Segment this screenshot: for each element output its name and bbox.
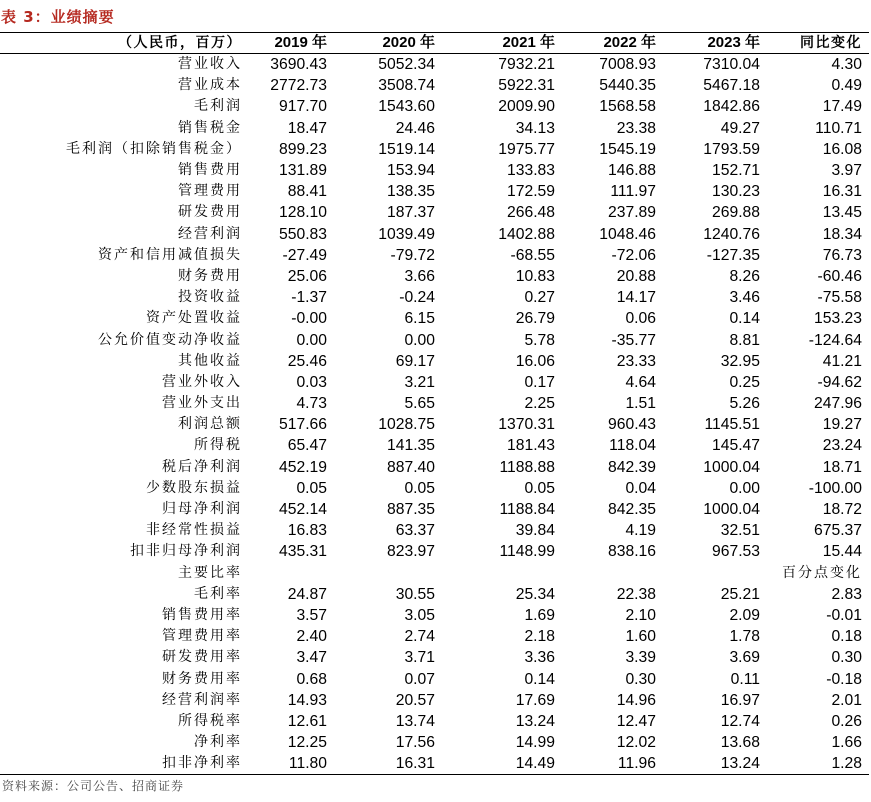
- value-cell: 1.69: [524, 606, 555, 624]
- value-cell: 4.19: [625, 522, 656, 540]
- change-cell: 247.96: [814, 395, 862, 413]
- financial-summary-table: [0, 32, 869, 775]
- value-cell: 823.97: [387, 543, 435, 561]
- empty-cell: [558, 563, 660, 584]
- value-cell: 5052.34: [378, 56, 435, 74]
- value-cell: 12.74: [720, 712, 760, 730]
- value-cell: 131.89: [279, 162, 327, 180]
- table-title: 表 3：业绩摘要: [1, 8, 115, 26]
- table-row: [0, 329, 869, 350]
- value-cell: 1519.14: [378, 140, 435, 158]
- ratio-row: [0, 732, 869, 753]
- table-row: [0, 181, 869, 202]
- value-cell: 8.26: [729, 267, 760, 285]
- value-cell: 118.04: [609, 437, 656, 455]
- row-label: 营业成本: [178, 77, 242, 94]
- value-cell: 4.64: [625, 373, 656, 391]
- row-label: 营业收入: [178, 56, 242, 73]
- value-cell: 25.21: [720, 585, 760, 603]
- value-cell: 0.27: [524, 289, 555, 307]
- value-cell: 887.35: [387, 501, 435, 519]
- value-cell: 25.06: [287, 267, 327, 285]
- table-row: [0, 75, 869, 96]
- value-cell: 32.95: [720, 352, 760, 370]
- value-cell: 24.87: [287, 585, 327, 603]
- value-cell: -72.06: [611, 246, 656, 264]
- value-cell: 10.83: [515, 267, 555, 285]
- value-cell: 30.55: [395, 585, 435, 603]
- change-cell: -100.00: [808, 479, 862, 497]
- value-cell: 237.89: [608, 204, 656, 222]
- value-cell: 0.06: [625, 310, 656, 328]
- change-cell: 16.31: [822, 183, 862, 201]
- ratio-row: [0, 584, 869, 605]
- row-label: 扣非归母净利润: [130, 543, 242, 560]
- ratio-row: [0, 690, 869, 711]
- value-cell: 2.10: [625, 606, 656, 624]
- value-cell: 16.06: [515, 352, 555, 370]
- change-cell: 0.26: [831, 712, 862, 730]
- value-cell: 917.70: [279, 98, 327, 116]
- value-cell: 5.26: [729, 395, 760, 413]
- change-cell: 153.23: [814, 310, 862, 328]
- year-header: 2019 年: [245, 33, 330, 54]
- value-cell: 1039.49: [378, 225, 435, 243]
- value-cell: 452.14: [279, 501, 327, 519]
- value-cell: 1240.76: [703, 225, 760, 243]
- change-cell: 19.27: [822, 416, 862, 434]
- change-cell: 3.97: [831, 162, 862, 180]
- value-cell: 1000.04: [703, 458, 760, 476]
- row-label: 净利率: [194, 734, 242, 751]
- value-cell: 13.24: [660, 753, 763, 775]
- value-cell: 25.34: [515, 585, 555, 603]
- value-cell: 16.97: [720, 691, 760, 709]
- ratio-change-header: 百分点变化: [782, 564, 862, 581]
- value-cell: 13.68: [720, 734, 760, 752]
- table-row: [0, 457, 869, 478]
- value-cell: 0.14: [524, 670, 555, 688]
- value-cell: 11.96: [558, 753, 660, 775]
- value-cell: -0.24: [399, 289, 435, 307]
- change-cell: 17.49: [822, 98, 862, 116]
- table-row: [0, 414, 869, 435]
- value-cell: 5.65: [404, 395, 435, 413]
- value-cell: 146.88: [608, 162, 656, 180]
- value-cell: 3.47: [296, 649, 327, 667]
- change-cell: -60.46: [817, 267, 862, 285]
- value-cell: 269.88: [712, 204, 760, 222]
- value-cell: 14.49: [438, 753, 558, 775]
- value-cell: 2.74: [404, 628, 435, 646]
- value-cell: 3.46: [729, 289, 760, 307]
- change-cell: 18.72: [822, 501, 862, 519]
- row-label: 销售费用: [178, 162, 242, 179]
- value-cell: 0.00: [729, 479, 760, 497]
- value-cell: -127.35: [706, 246, 760, 264]
- change-cell: 16.08: [822, 140, 862, 158]
- value-cell: 14.96: [616, 691, 656, 709]
- row-label: 财务费用率: [162, 670, 242, 687]
- ratio-row: [0, 647, 869, 668]
- value-cell: 69.17: [395, 352, 435, 370]
- value-cell: -35.77: [611, 331, 656, 349]
- value-cell: 452.19: [279, 458, 327, 476]
- value-cell: 17.56: [395, 734, 435, 752]
- ratio-section-label: 主要比率: [178, 564, 242, 581]
- value-cell: 24.46: [395, 119, 435, 137]
- row-label: 公允价值变动净收益: [98, 331, 242, 348]
- value-cell: 145.47: [712, 437, 760, 455]
- value-cell: 1543.60: [378, 98, 435, 116]
- row-label: 毛利润: [194, 98, 242, 115]
- value-cell: 3.71: [404, 649, 435, 667]
- value-cell: 16.83: [287, 522, 327, 540]
- value-cell: 153.94: [387, 162, 435, 180]
- value-cell: 63.37: [395, 522, 435, 540]
- value-cell: 3.39: [625, 649, 656, 667]
- value-cell: 3.66: [404, 267, 435, 285]
- value-cell: 1145.51: [704, 416, 760, 434]
- value-cell: 0.00: [296, 331, 327, 349]
- change-cell: 15.44: [822, 543, 862, 561]
- change-cell: 110.71: [815, 119, 862, 137]
- change-cell: 2.01: [831, 691, 862, 709]
- value-cell: 3.05: [404, 606, 435, 624]
- change-cell: 675.37: [814, 522, 862, 540]
- table-row: [0, 287, 869, 308]
- table-row: [0, 308, 869, 329]
- value-cell: 3.57: [296, 606, 327, 624]
- value-cell: 4.73: [296, 395, 327, 413]
- year-header: 2021 年: [438, 33, 558, 54]
- table-row: [0, 224, 869, 245]
- value-cell: 7008.93: [599, 56, 656, 74]
- change-header: 同比变化: [763, 33, 869, 54]
- table-row: [0, 520, 869, 541]
- table-body: [0, 54, 869, 775]
- ratio-row: [0, 711, 869, 732]
- value-cell: 2.09: [729, 606, 760, 624]
- ratio-row: [0, 753, 869, 775]
- value-cell: 0.05: [404, 479, 435, 497]
- value-cell: 187.37: [387, 204, 435, 222]
- value-cell: 152.71: [712, 162, 760, 180]
- row-label: 管理费用: [178, 183, 242, 200]
- table-row: [0, 435, 869, 456]
- value-cell: 12.25: [287, 734, 327, 752]
- change-cell: 2.83: [831, 585, 862, 603]
- row-label: 销售税金: [178, 119, 242, 136]
- empty-cell: [330, 563, 438, 584]
- value-cell: 181.43: [507, 437, 555, 455]
- row-label: 利润总额: [178, 416, 242, 433]
- row-label: 财务费用: [178, 267, 242, 284]
- value-cell: 1370.31: [498, 416, 555, 434]
- value-cell: 65.47: [287, 437, 327, 455]
- value-cell: 1.78: [729, 628, 760, 646]
- value-cell: 960.43: [608, 416, 656, 434]
- change-cell: 23.24: [822, 437, 862, 455]
- value-cell: 842.39: [608, 458, 656, 476]
- change-cell: 0.18: [831, 628, 862, 646]
- value-cell: 22.38: [616, 585, 656, 603]
- table-row: [0, 96, 869, 117]
- value-cell: 39.84: [515, 522, 555, 540]
- value-cell: 138.35: [387, 183, 435, 201]
- change-cell: -94.62: [817, 373, 862, 391]
- value-cell: 6.15: [404, 310, 435, 328]
- value-cell: 2009.90: [498, 98, 555, 116]
- ratio-row: [0, 605, 869, 626]
- row-label: 归母净利润: [162, 501, 242, 518]
- row-label: 营业外支出: [162, 395, 242, 412]
- value-cell: -79.72: [390, 246, 435, 264]
- table-row: [0, 266, 869, 287]
- row-label: 所得税: [194, 437, 242, 454]
- table-row: [0, 160, 869, 181]
- value-cell: 0.05: [524, 479, 555, 497]
- change-cell: 18.71: [822, 458, 862, 476]
- value-cell: 3.36: [524, 649, 555, 667]
- value-cell: 1000.04: [703, 501, 760, 519]
- empty-cell: [245, 563, 330, 584]
- header-row: [0, 33, 869, 54]
- value-cell: 128.10: [279, 204, 327, 222]
- value-cell: 1975.77: [498, 140, 555, 158]
- value-cell: 842.35: [608, 501, 656, 519]
- value-cell: 0.03: [296, 373, 327, 391]
- value-cell: 0.68: [296, 670, 327, 688]
- value-cell: 14.93: [287, 691, 327, 709]
- value-cell: 172.59: [507, 183, 555, 201]
- empty-cell: [660, 563, 763, 584]
- value-cell: -1.37: [291, 289, 327, 307]
- value-cell: 17.69: [515, 691, 555, 709]
- value-cell: 2772.73: [270, 77, 327, 95]
- value-cell: 2.25: [524, 395, 555, 413]
- change-cell: 1.28: [763, 753, 869, 775]
- value-cell: 1148.99: [499, 543, 555, 561]
- change-cell: 0.49: [831, 77, 862, 95]
- row-label: 所得税率: [178, 712, 242, 729]
- value-cell: 0.17: [524, 373, 555, 391]
- value-cell: 23.38: [616, 119, 656, 137]
- value-cell: 3.69: [729, 649, 760, 667]
- value-cell: 266.48: [507, 204, 555, 222]
- value-cell: 1793.59: [703, 140, 760, 158]
- row-label: 资产处置收益: [146, 310, 242, 327]
- value-cell: 130.23: [712, 183, 760, 201]
- value-cell: 7932.21: [498, 56, 555, 74]
- value-cell: 5440.35: [599, 77, 656, 95]
- value-cell: 0.11: [730, 670, 760, 688]
- value-cell: -68.55: [510, 246, 555, 264]
- value-cell: 111.97: [610, 183, 656, 201]
- row-label: 毛利率: [194, 585, 242, 602]
- value-cell: 1048.46: [599, 225, 656, 243]
- table-row: [0, 118, 869, 139]
- empty-cell: [438, 563, 558, 584]
- year-header: 2022 年: [558, 33, 660, 54]
- change-cell: -0.18: [826, 670, 862, 688]
- value-cell: 7310.04: [703, 56, 760, 74]
- row-label: 毛利润（扣除销售税金）: [66, 140, 242, 157]
- value-cell: 1.60: [625, 628, 656, 646]
- value-cell: 550.83: [279, 225, 327, 243]
- value-cell: 5467.18: [703, 77, 760, 95]
- row-label: 管理费用率: [162, 628, 242, 645]
- row-label: 扣非净利率: [0, 753, 245, 775]
- value-cell: 1568.58: [599, 98, 656, 116]
- year-header: 2023 年: [660, 33, 763, 54]
- table-row: [0, 351, 869, 372]
- year-header: 2020 年: [330, 33, 438, 54]
- row-label: 投资收益: [178, 289, 242, 306]
- value-cell: 1028.75: [378, 416, 435, 434]
- row-label: 少数股东损益: [146, 479, 242, 496]
- unit-header: （人民币，百万）: [0, 33, 245, 54]
- value-cell: 1842.86: [703, 98, 760, 116]
- value-cell: 23.33: [616, 352, 656, 370]
- value-cell: 887.40: [387, 458, 435, 476]
- value-cell: 435.31: [279, 543, 327, 561]
- table-row: [0, 541, 869, 562]
- value-cell: 141.35: [387, 437, 435, 455]
- ratio-row: [0, 626, 869, 647]
- value-cell: 0.07: [404, 670, 435, 688]
- change-cell: 1.66: [831, 734, 862, 752]
- row-label: 研发费用: [178, 204, 242, 221]
- value-cell: 0.25: [729, 373, 760, 391]
- row-label: 研发费用率: [162, 649, 242, 666]
- value-cell: 0.30: [625, 670, 656, 688]
- value-cell: 14.17: [616, 289, 656, 307]
- value-cell: 0.00: [404, 331, 435, 349]
- value-cell: 49.27: [720, 119, 760, 137]
- value-cell: 13.24: [515, 712, 555, 730]
- row-label: 经营利润: [178, 225, 242, 242]
- value-cell: 34.13: [515, 119, 555, 137]
- row-label: 资产和信用减值损失: [98, 246, 242, 263]
- change-cell: -75.58: [817, 289, 862, 307]
- value-cell: 1402.88: [498, 225, 555, 243]
- row-label: 销售费用率: [162, 606, 242, 623]
- value-cell: 26.79: [515, 310, 555, 328]
- value-cell: 88.41: [287, 183, 327, 201]
- value-cell: 12.61: [287, 712, 327, 730]
- table-row: [0, 202, 869, 223]
- value-cell: 0.04: [625, 479, 656, 497]
- value-cell: 20.57: [395, 691, 435, 709]
- value-cell: 1.51: [625, 395, 656, 413]
- row-label: 营业外收入: [162, 373, 242, 390]
- value-cell: 838.16: [608, 543, 656, 561]
- value-cell: 133.83: [507, 162, 555, 180]
- value-cell: 8.81: [729, 331, 760, 349]
- row-label: 经营利润率: [162, 691, 242, 708]
- table-row: [0, 372, 869, 393]
- change-cell: -124.64: [808, 331, 862, 349]
- value-cell: 0.05: [296, 479, 327, 497]
- ratio-row: [0, 668, 869, 689]
- ratio-section-header: [0, 563, 869, 584]
- value-cell: 3.21: [404, 373, 435, 391]
- value-cell: 14.99: [515, 734, 555, 752]
- row-label: 非经常性损益: [146, 522, 242, 539]
- value-cell: 11.80: [245, 753, 330, 775]
- value-cell: 12.47: [616, 712, 656, 730]
- value-cell: 5.78: [524, 331, 555, 349]
- table-row: [0, 54, 869, 76]
- table-row: [0, 139, 869, 160]
- value-cell: 517.66: [279, 416, 327, 434]
- value-cell: 16.31: [330, 753, 438, 775]
- value-cell: 13.74: [395, 712, 435, 730]
- value-cell: 0.14: [729, 310, 760, 328]
- table-row: [0, 245, 869, 266]
- change-cell: 76.73: [822, 246, 862, 264]
- value-cell: -0.00: [291, 310, 327, 328]
- value-cell: 12.02: [616, 734, 656, 752]
- value-cell: 899.23: [279, 140, 327, 158]
- change-cell: 0.30: [831, 649, 862, 667]
- source-note: 资料来源：公司公告、招商证券: [2, 779, 185, 794]
- value-cell: 3690.43: [270, 56, 327, 74]
- value-cell: 20.88: [616, 267, 656, 285]
- table-row: [0, 478, 869, 499]
- value-cell: 1545.19: [599, 140, 656, 158]
- value-cell: 1188.88: [499, 458, 555, 476]
- value-cell: 32.51: [720, 522, 760, 540]
- table-row: [0, 393, 869, 414]
- change-cell: 13.45: [822, 204, 862, 222]
- change-cell: 4.30: [831, 56, 862, 74]
- value-cell: -27.49: [282, 246, 327, 264]
- change-cell: 41.21: [822, 352, 862, 370]
- value-cell: 25.46: [287, 352, 327, 370]
- table-row: [0, 499, 869, 520]
- value-cell: 3508.74: [378, 77, 435, 95]
- change-cell: 18.34: [822, 225, 862, 243]
- row-label: 其他收益: [178, 352, 242, 369]
- change-cell: -0.01: [826, 606, 862, 624]
- value-cell: 5922.31: [498, 77, 555, 95]
- table-header: [0, 33, 869, 54]
- value-cell: 967.53: [712, 543, 760, 561]
- value-cell: 2.40: [296, 628, 327, 646]
- value-cell: 2.18: [524, 628, 555, 646]
- value-cell: 18.47: [287, 119, 327, 137]
- row-label: 税后净利润: [162, 458, 242, 475]
- value-cell: 1188.84: [499, 501, 555, 519]
